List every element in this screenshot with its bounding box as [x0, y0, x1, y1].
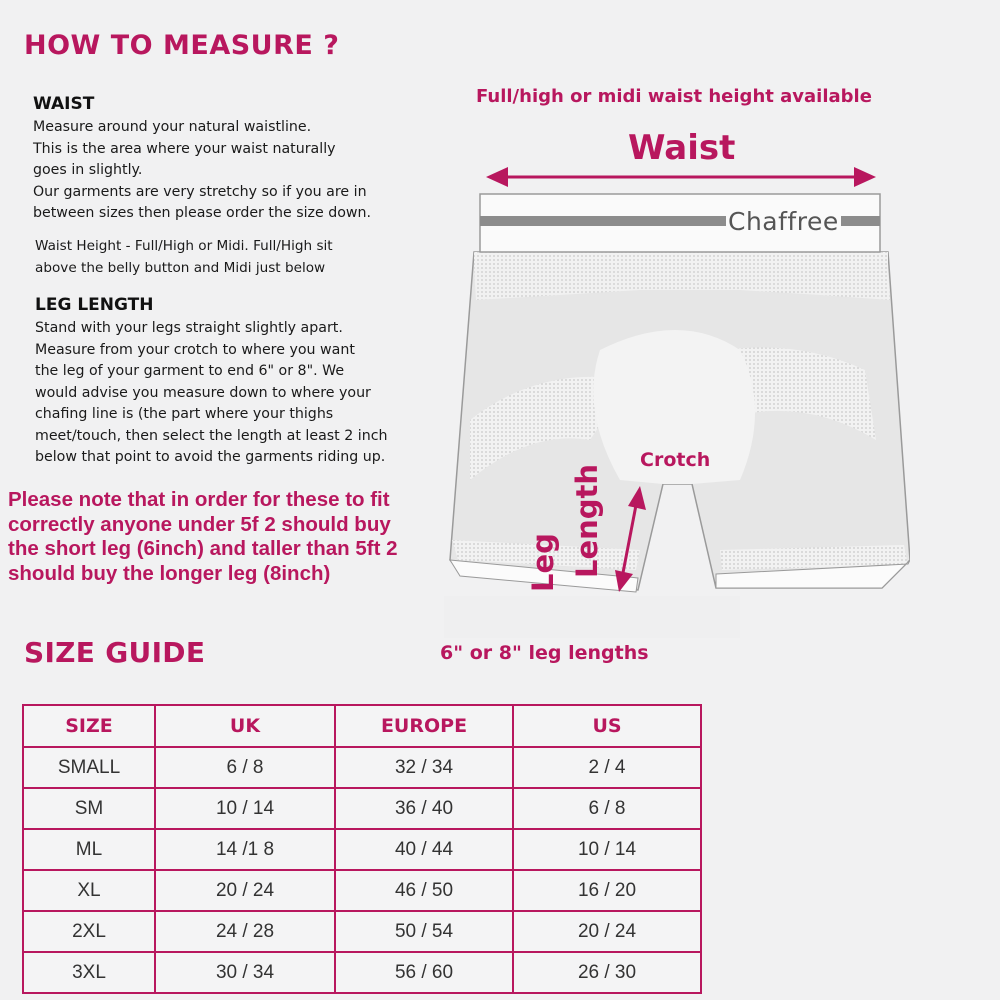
cell-size: 3XL [23, 952, 155, 993]
table-row [23, 911, 701, 952]
waist-height-note: Waist Height - Full/High or Midi. Full/High sit above the belly button and Midi just below [35, 238, 333, 276]
table-row [23, 870, 701, 911]
leg-label: Leg [526, 533, 560, 592]
cell-size: ML [23, 829, 155, 870]
cell-europe: 36 / 40 [335, 788, 513, 829]
fit-note: Please note that in order for these to fit correctly anyone under 5f 2 should buy the short leg (6inch) and taller than 5ft 2 should buy the longer leg (8inch) [8, 488, 398, 585]
table-header-row [23, 705, 701, 747]
cell-europe: 56 / 60 [335, 952, 513, 993]
waist-heading: WAIST [33, 94, 95, 114]
cell-uk: 14 /1 8 [155, 829, 335, 870]
table-row [23, 788, 701, 829]
header-us: US [513, 705, 701, 747]
cell-europe: 50 / 54 [335, 911, 513, 952]
leg-length-description: Stand with your legs straight slightly apart. Measure from your crotch to where you want the leg of your garment to end 6" or 8". We would advise you measure down to where your chafing line is (the part where your thighs meet/touch, then select the length at least 2 inch below that point to avoid the garments riding up. [35, 320, 388, 465]
cell-europe: 40 / 44 [335, 829, 513, 870]
leg-length-heading: LEG LENGTH [35, 295, 154, 315]
cell-uk: 10 / 14 [155, 788, 335, 829]
cell-size: SM [23, 788, 155, 829]
crotch-label: Crotch [640, 449, 711, 471]
leg-lengths-note: 6" or 8" leg lengths [440, 642, 649, 664]
cell-us: 10 / 14 [513, 829, 701, 870]
brand-logo: Chaffree [728, 207, 839, 236]
background-panel [444, 596, 740, 638]
header-uk: UK [155, 705, 335, 747]
table-row [23, 829, 701, 870]
cell-size: SMALL [23, 747, 155, 788]
cell-size: XL [23, 870, 155, 911]
table-row [23, 747, 701, 788]
waist-label: Waist [628, 128, 736, 168]
waist-height-availability: Full/high or midi waist height available [476, 86, 872, 107]
cell-europe: 32 / 34 [335, 747, 513, 788]
waist-description: Measure around your natural waistline. This is the area where your waist naturally goes in slightly. Our garments are very stretchy so if you are in between sizes then please order the size down. [33, 119, 371, 221]
cell-europe: 46 / 50 [335, 870, 513, 911]
table-row [23, 952, 701, 993]
header-size: SIZE [23, 705, 155, 747]
cell-uk: 24 / 28 [155, 911, 335, 952]
page-title: HOW TO MEASURE ? [24, 30, 340, 61]
cell-uk: 20 / 24 [155, 870, 335, 911]
cell-us: 20 / 24 [513, 911, 701, 952]
size-table [22, 704, 702, 994]
cell-us: 16 / 20 [513, 870, 701, 911]
cell-us: 6 / 8 [513, 788, 701, 829]
cell-us: 2 / 4 [513, 747, 701, 788]
cell-size: 2XL [23, 911, 155, 952]
header-europe: EUROPE [335, 705, 513, 747]
cell-uk: 6 / 8 [155, 747, 335, 788]
length-label: Length [570, 463, 604, 578]
size-guide-heading: SIZE GUIDE [24, 636, 206, 669]
cell-us: 26 / 30 [513, 952, 701, 993]
cell-uk: 30 / 34 [155, 952, 335, 993]
